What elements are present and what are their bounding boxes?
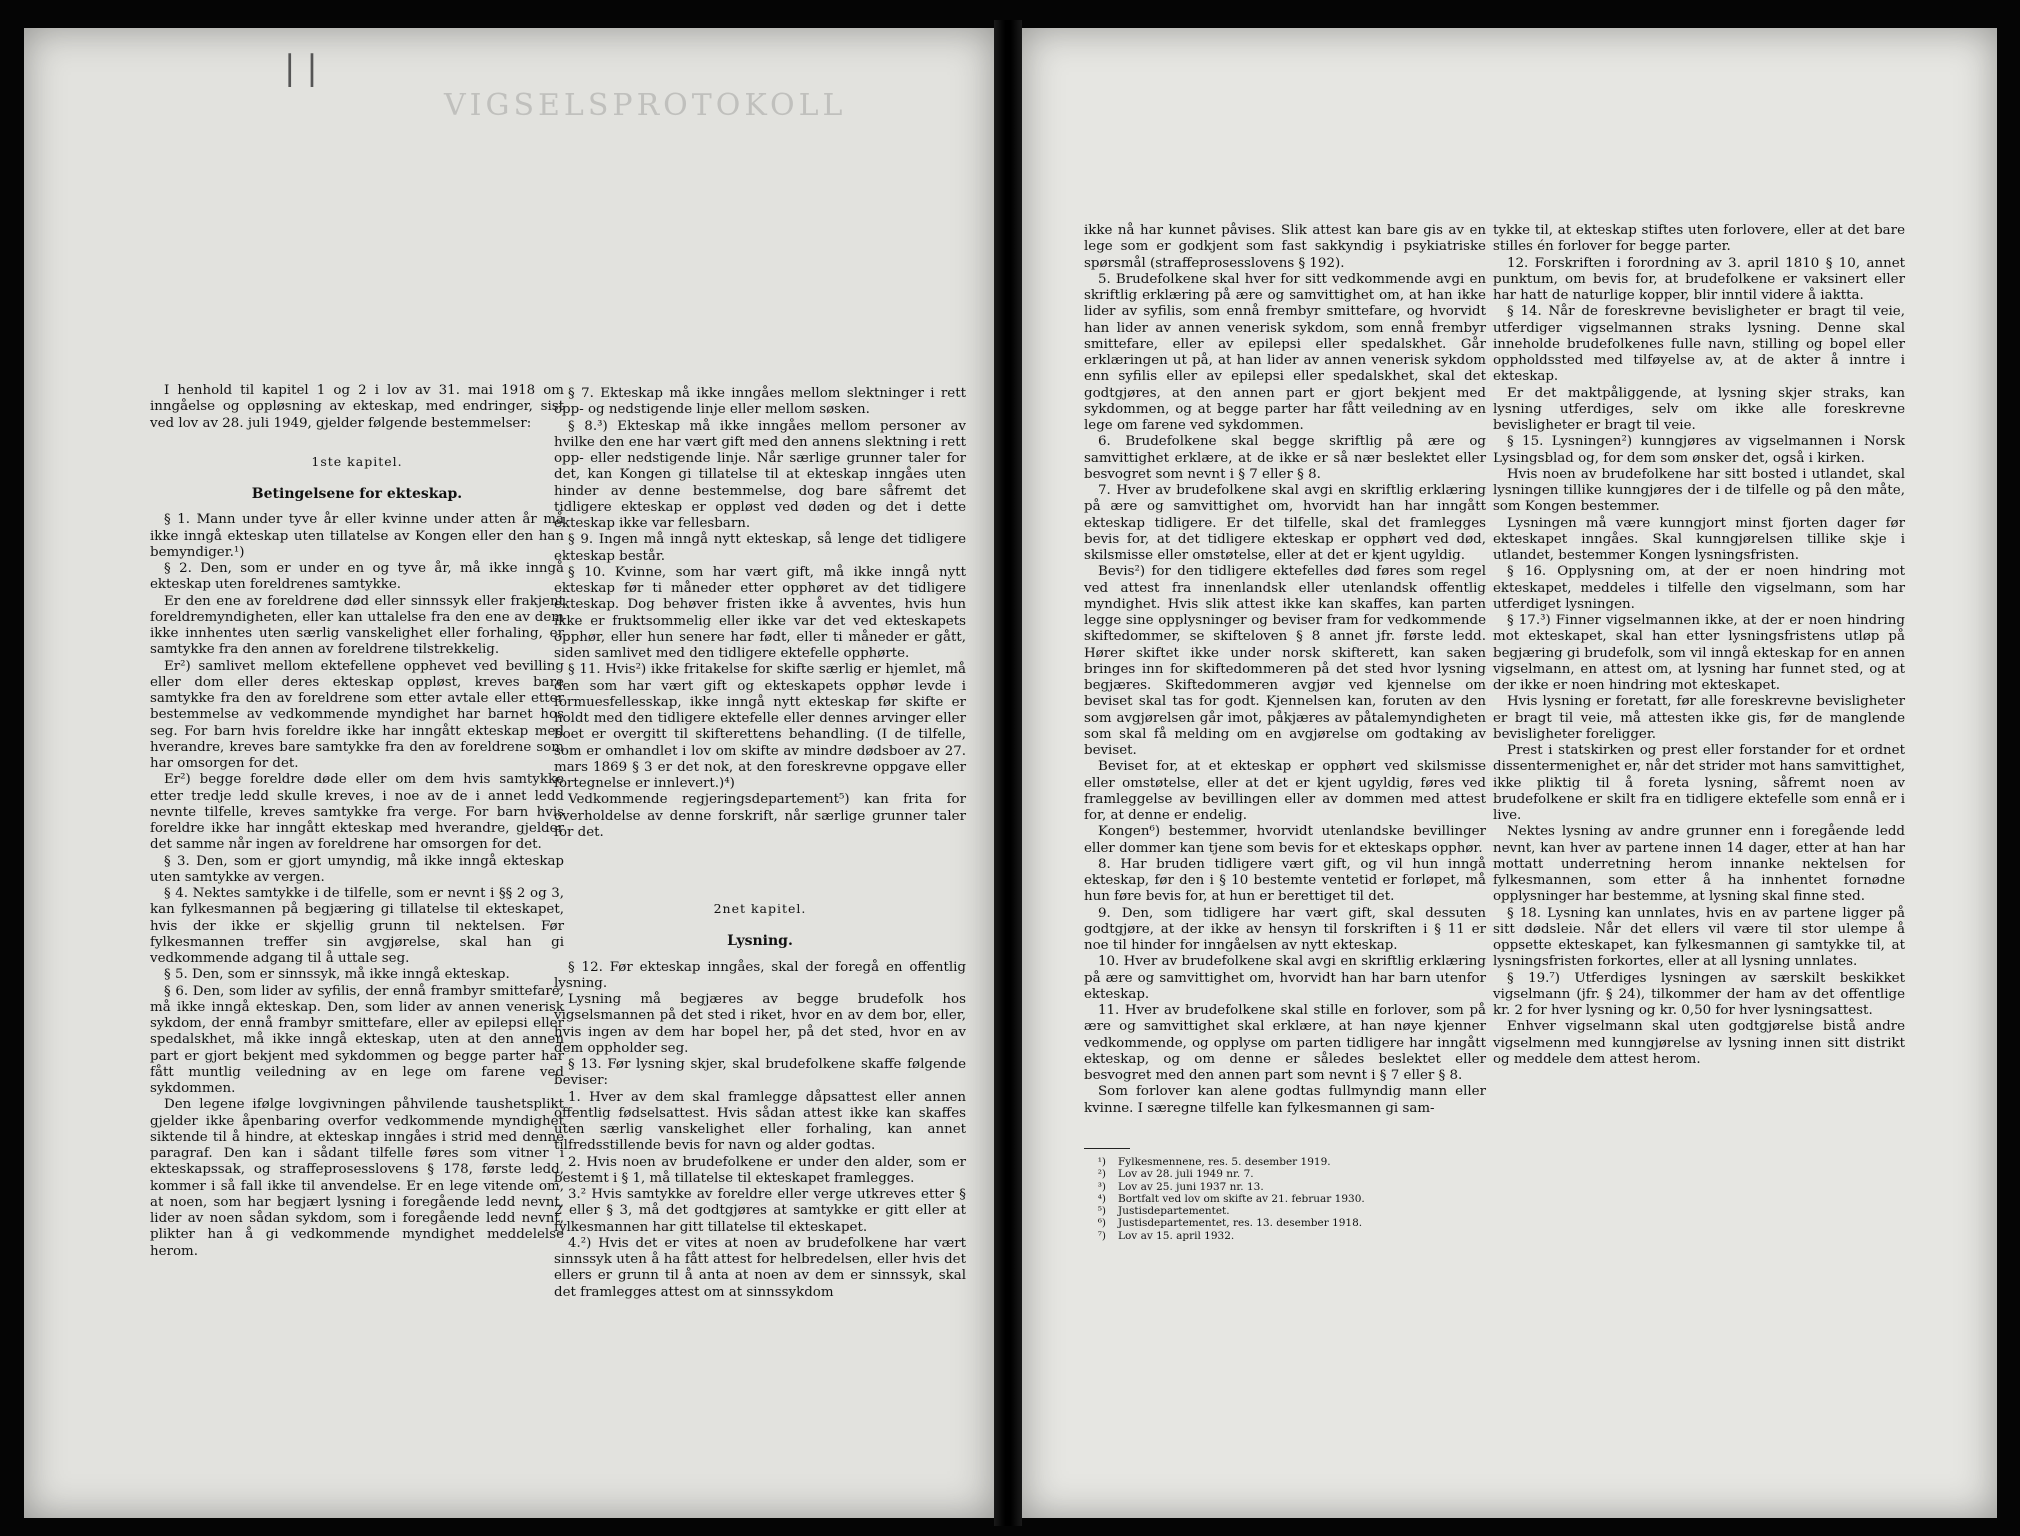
footnotes — [1084, 1156, 1444, 1242]
paragraph: § 15. Lysningen²) kunngjøres av vigselmannen i Norsk Lysingsblad og, for dem som ønsker det, også i kirken. — [1493, 434, 1905, 466]
paragraph: § 6. Den, som lider av syfilis, der ennå frambyr smittefare, må ikke inngå ekteskap. Den, som lider av annen venerisk sykdom, der ennå frambyr smittefare, eller av epilepsi eller spedalskhet, må ikke inngå ekteskap, uten at den annen part er gjort bekjent med sykdommen og begge parter har fått muntlig veiledning av en lege om farene ved sykdommen. — [150, 983, 564, 1096]
intro-paragraph: I henhold til kapitel 1 og 2 i lov av 31. mai 1918 om inngåelse og oppløsning av ekteskap, med endringer, sist ved lov av 28. juli 1949, gjelder følgende bestemmelser: — [150, 383, 564, 431]
paragraph: Enhver vigselmann skal uten godtgjørelse bistå andre vigselmenn med kunngjørelse av lysning innen sitt distrikt og meddele dem attest herom. — [1493, 1019, 1905, 1067]
paragraph: Prest i statskirken og prest eller forstander for et ordnet dissentermenighet er, når det strider mot hans samvittighet, ikke pliktig til å foreta lysning, såfremt noen av brudefolkene er skilt fra en tidligere ektefelle som ennå er i live. — [1493, 743, 1905, 823]
paragraph: § 12. Før ekteskap inngåes, skal der foregå en offentlig lysning. — [554, 959, 966, 991]
paragraph: 9. Den, som tidligere har vært gift, skal dessuten godtgjøre, at der ikke av hensyn til forskriften i § 11 er noe til hinder for inngåelsen av nytt ekteskap. — [1084, 905, 1486, 953]
paragraph: Er den ene av foreldrene død eller sinnssyk eller frakjent foreldremyndigheten, eller kan uttalelse fra den ene av dem ikke innhentes uten særlig vanskelighet eller forhaling, er samtykke fra den annen av foreldrene tilstrekkelig. — [150, 593, 564, 658]
paragraph: 10. Hver av brudefolkene skal avgi en skriftlig erklæring på ære og samvittighet om, hvorvidt han har barn utenfor ekteskap. — [1084, 954, 1486, 1002]
paragraph: § 10. Kvinne, som har vært gift, må ikke inngå nytt ekteskap før ti måneder etter opphøret av det tidligere ekteskap. Dog behøver fristen ikke å avventes, hvis hun ikke er fruktsommelig eller ikke var det ved ekteskapets opphør, eller hun senere har født, eller ti måneder er gått, siden samlivet med den tidligere ektefelle opphørte. — [554, 564, 966, 661]
paragraph: Vedkommende regjeringsdepartement⁵) kan frita for overholdelse av denne forskrift, når særlige grunner taler for det. — [554, 792, 966, 840]
footnote: ⁵) Justisdepartementet. — [1097, 1205, 1230, 1218]
paragraph: § 4. Nektes samtykke i de tilfelle, som er nevnt i §§ 2 og 3, kan fylkesmannen på begjæring gi tillatelse til ekteskapet, hvis der ikke er skjellig grunn til nektelsen. Før fylkesmannen treffer sin avgjørelse, skal han gi vedkommende adgang til å uttale seg. — [150, 886, 564, 966]
paragraph: 8. Har bruden tidligere vært gift, og vil hun inngå ekteskap, før den i § 10 bestemte ventetid er forløpet, må hun føre bevis for, at hun er berettiget til det. — [1084, 856, 1486, 905]
paragraph: Hvis noen av brudefolkene har sitt bosted i utlandet, skal lysningen tillike kunngjøres der i de tilfelle og på den måte, som Kongen bestemmer. — [1493, 466, 1905, 515]
chapter-heading: 1ste kapitel. — [311, 453, 403, 469]
section-title: Lysning. — [727, 933, 793, 950]
paragraph: ikke nå har kunnet påvises. Slik attest kan bare gis av en lege som er godkjent som fast sakkyndig i psykiatriske spørsmål (straffeprosesslovens § 192). — [1084, 223, 1486, 271]
page-edge-marks: | | — [284, 48, 318, 88]
paragraph: 7. Hver av brudefolkene skal avgi en skriftlig erklæring på ære og samvittighet om, hvorvidt han har inngått ekteskap tidligere. Er det tilfelle, skal det framlegges bevis for, at det tidligere ekteskap er opphørt ved død, skilsmisse eller omstøtelse, eller at det er kjent ugyldig. — [1084, 483, 1486, 563]
paragraph: Som forlover kan alene godtas fullmyndig mann eller kvinne. I særegne tilfelle kan fylkesmannen gi sam- — [1084, 1084, 1486, 1116]
paragraph: § 13. Før lysning skjer, skal brudefolkene skaffe følgende beviser: — [554, 1057, 966, 1089]
paragraph: § 11. Hvis²) ikke fritakelse for skifte særlig er hjemlet, må den som har vært gift og ekteskapets opphør levde i formuesfellesskap, ikke inngå nytt ekteskap før skifte er holdt med den tidligere ektefelle eller dennes arvinger eller boet er overgitt til skifterettens behandling. (I de tilfelle, som er omhandlet i lov om skifte av mindre dødsboer av 27. mars 1869 § 3 er det nok, at den foreskrevne oppgave eller fortegnelse er innlevert.)⁴) — [554, 662, 966, 791]
book-gutter — [994, 20, 1022, 1526]
paragraph: Lysning må begjæres av begge brudefolk hos vigselsmannen på det sted i riket, hvor en av dem bor, eller, hvis ingen av dem har bopel her, på det sted, hvor en av dem oppholder seg. — [554, 992, 966, 1056]
paragraph: Nektes lysning av andre grunner enn i foregående ledd nevnt, kan hver av partene innen 14 dager, etter at han har mottatt underretning herom innanke nektelsen for fylkesmannen, som etter å ha innhentet fornødne opplysninger har bestemme, at lysning skal finne sted. — [1493, 824, 1905, 905]
paragraph: § 7. Ekteskap må ikke inngåes mellom slektninger i rett opp- og nedstigende linje eller mellom søsken. — [554, 386, 966, 418]
paragraph: § 16. Opplysning om, at der er noen hindring mot ekteskapet, meddeles i tilfelle den vigselmann, som har utferdiget lysningen. — [1493, 564, 1905, 612]
paragraph: § 8.³) Ekteskap må ikke inngåes mellom personer av hvilke den ene har vært gift med den annens slektning i rett opp- eller nedstigende linje. Når særlige grunner taler for det, kan Kongen gi tillatelse til at ekteskap inngåes uten hinder av denne bestemmelse, dog bare såfremt det tidligere ekteskap er oppløst ved døden og det i dette ekteskap ikke var fellesbarn. — [554, 418, 966, 531]
paragraph: Er²) begge foreldre døde eller om dem hvis samtykke etter tredje ledd skulle kreves, i noe av de i annet ledd nevnte tilfelle, kreves samtykke fra verge. For barn hvis foreldre ikke har inngått ekteskap med hverandre, gjelder det samme når ingen av foreldrene har omsorgen for det. — [150, 772, 564, 853]
footnote: ⁷) Lov av 15. april 1932. — [1097, 1229, 1235, 1242]
paragraph: tykke til, at ekteskap stiftes uten forlovere, eller at det bare stilles én forlover for begge parter. — [1493, 223, 1905, 255]
chapter-heading: 2net kapitel. — [713, 901, 807, 916]
paragraph: § 1. Mann under tyve år eller kvinne under atten år må ikke inngå ekteskap uten tillatelse av Kongen eller den han bemyndiger.¹) — [150, 512, 564, 560]
paragraph: Lysningen må være kunngjort minst fjorten dager før ekteskapet inngåes. Skal kunngjørelsen tillike skje i utlandet, bestemmer Kongen lysningsfristen. — [1493, 515, 1905, 563]
footnote: ⁶) Justisdepartementet, res. 13. desember 1918. — [1097, 1217, 1363, 1230]
paragraph: § 19.⁷) Utferdiges lysningen av særskilt beskikket vigselmann (jfr. § 24), tilkommer der ham av det offentlige kr. 2 for hver lysning og kr. 0,50 for hver lysningsattest. — [1493, 970, 1905, 1018]
paragraph: Den legene ifølge lovgivningen påhvilende taushetsplikt gjelder ikke åpenbaring overfor vedkommende myndighet siktende til å hindre, at ekteskap inngåes i strid med denne paragraf. Den kan i sådant tilfelle føres som vitner i ekteskapssak, og straffeprosesslovens § 178, første ledd, kommer i så fall ikke til anvendelse. Er en lege vitende om, at noen, som har begjært lysning i foregående ledd nevnt, lider av noen sådan sykdom, som i foregående ledd nevnt, plikter han å gi vedkommende myndighet meddelelse herom. — [150, 1097, 564, 1259]
paragraph: § 14. Når de foreskrevne bevisligheter er bragt til veie, utferdiger vigselmannen straks lysning. Denne skal inneholde brudefolkenes fulle navn, stilling og bopel eller oppholdssted med tilføyelse av, at de akter å inntre i ekteskap. — [1493, 304, 1905, 385]
footnote: ⁴) Bortfalt ved lov om skifte av 21. februar 1930. — [1097, 1192, 1365, 1205]
paragraph: § 17.³) Finner vigselmannen ikke, at der er noen hindring mot ekteskapet, skal han etter lysningsfristens utløp på begjæring gi brudefolk, som vil inngå ekteskap for en annen vigselmann, en attest om, at lysning har funnet sted, og at der ikke er noen hindring mot ekteskapet. — [1493, 613, 1905, 693]
left-column-2 — [554, 386, 966, 1301]
footnote-rule — [1084, 1148, 1130, 1149]
paragraph: Bevis²) for den tidligere ektefelles død føres som regel ved attest fra innenlandsk eller utenlandsk offentlig myndighet. Hvis slik attest ikke kan skaffes, kan parten legge sine opplysninger og beviser fram for vedkommende skiftedommer, se skifteloven § 8 annet jfr. første ledd. Hører skiftet ikke under norsk skifterett, kan saken bringes inn for skiftedommeren på det sted hvor lysning begjæres. Skiftedommeren avgjør ved kjennelse om beviset skal tas for godt. Kjennelsen kan, foruten av den som avgjørelsen går imot, påkjæres av påtalemyndigheten som skal få melding om en avgjørelse om godtaking av beviset. — [1084, 564, 1486, 758]
paragraph: § 9. Ingen må inngå nytt ekteskap, så lenge det tidligere ekteskap består. — [554, 532, 966, 564]
paragraph: 1. Hver av dem skal framlegge dåpsattest eller annen offentlig fødselsattest. Hvis sådan attest ikke kan skaffes uten særlig vanskelighet eller forhaling, kan annet tilfredsstillende bevis for navn og alder godtas. — [554, 1089, 966, 1154]
footnote: ¹) Fylkesmennene, res. 5. desember 1919. — [1097, 1156, 1331, 1168]
paragraph: Beviset for, at et ekteskap er opphørt ved skilsmisse eller omstøtelse, eller at det er kjent ugyldig, føres ved framleggelse av bevillingen eller av dommen med attest for, at denne er endelig. — [1084, 759, 1486, 823]
paragraph: § 2. Den, som er under en og tyve år, må ikke inngå ekteskap uten foreldrenes samtykke. — [150, 561, 564, 593]
paragraph: 6. Brudefolkene skal begge skriftlig på ære og samvittighet erklære, at de ikke er så nær beslektet eller besvogret som nevnt i § 7 eller § 8. — [1084, 434, 1486, 482]
paragraph: Er det maktpåliggende, at lysning skjer straks, kan lysning utferdiges, selv om ikke alle foreskrevne bevisligheter er bragt til veie. — [1493, 385, 1905, 433]
paragraph: Er²) samlivet mellom ektefellene opphevet ved bevilling eller dom eller deres ekteskap oppløst, kreves bare samtykke fra den av foreldrene som etter avtale eller etter bestemmelse av vedkommende myndighet har barnet hos seg. For barn hvis foreldre ikke har inngått ekteskap med hverandre, kreves bare samtykke fra den av foreldrene som har omsorgen for det. — [150, 658, 564, 771]
paragraph: 5. Brudefolkene skal hver for sitt vedkommende avgi en skriftlig erklæring på ære og samvittighet om, at han ikke lider av syfilis, som ennå frembyr smittefare, og hvorvidt han lider av annen venerisk sykdom, som ennå frembyr smittefare, eller av epilepsi eller spedalskhet. Går erklæringen ut på, at han lider av annen venerisk sykdom enn syfilis eller av epilepsi eller spedalskhet, skal det godtgjøres, at den annen part er gjort bekjent med sykdommen, og at begge parter har fått veiledning av en lege om farene ved sykdommen. — [1084, 271, 1486, 433]
paragraph: Hvis lysning er foretatt, før alle foreskrevne bevisligheter er bragt til veie, må attesten ikke gis, før de manglende bevisligheter foreligger. — [1493, 694, 1905, 742]
paragraph: Kongen⁶) bestemmer, hvorvidt utenlandske bevillinger eller dommer kan tjene som bevis for et ekteskaps opphør. — [1084, 824, 1486, 856]
paragraph: § 5. Den, som er sinnssyk, må ikke inngå ekteskap. — [164, 967, 510, 983]
paragraph: 3.² Hvis samtykke av foreldre eller verge utkreves etter § 2 eller § 3, må det godtgjøres at samtykke er gitt eller at fylkesmannen har gitt tillatelse til ekteskapet. — [554, 1187, 966, 1235]
left-page — [24, 28, 994, 1518]
section-title: Betingelsene for ekteskap. — [251, 486, 463, 502]
paragraph: § 18. Lysning kan unnlates, hvis en av partene ligger på sitt dødsleie. Når det ellers vil være til stor ulempe å oppsette ekteskapet, kan fylkesmannen gi samtykke til, at lysningsfristen forkortes, eller at all lysning unnlates. — [1493, 905, 1905, 970]
bleed-through-text: VIGSELSPROTOKOLL — [444, 88, 847, 123]
footnote: ³) Lov av 25. juni 1937 nr. 13. — [1097, 1180, 1264, 1193]
paragraph: 4.²) Hvis det er vites at noen av brudefolkene har vært sinnssyk uten å ha fått attest for helbredelsen, eller hvis det ellers er grunn til å anta at noen av dem er sinnssyk, skal det framlegges attest om at sinnssykdom — [554, 1235, 966, 1300]
paragraph: § 3. Den, som er gjort umyndig, må ikke inngå ekteskap uten samtykke av vergen. — [150, 853, 564, 885]
paragraph: 11. Hver av brudefolkene skal stille en forlover, som på ære og samvittighet skal erklære, at han nøye kjenner vedkommende, og opplyse om parten tidligere har inngått ekteskap, og om denne er således beslektet eller besvogret med den annen part som nevnt i § 7 eller § 8. — [1084, 1003, 1486, 1083]
footnote: ²) Lov av 28. juli 1949 nr. 7. — [1097, 1168, 1254, 1181]
paragraph: 12. Forskriften i forordning av 3. april 1810 § 10, annet punktum, om bevis for, at brudefolkene er vaksinert eller har hatt de naturlige kopper, blir inntil videre å iaktta. — [1493, 255, 1905, 303]
right-column-1 — [1084, 223, 1486, 1117]
right-page — [1022, 28, 1997, 1518]
left-column-1 — [150, 383, 564, 1260]
right-column-2 — [1493, 223, 1905, 1068]
paragraph: 2. Hvis noen av brudefolkene er under den alder, som er bestemt i § 1, må tillatelse til ekteskapet framlegges. — [554, 1154, 966, 1186]
